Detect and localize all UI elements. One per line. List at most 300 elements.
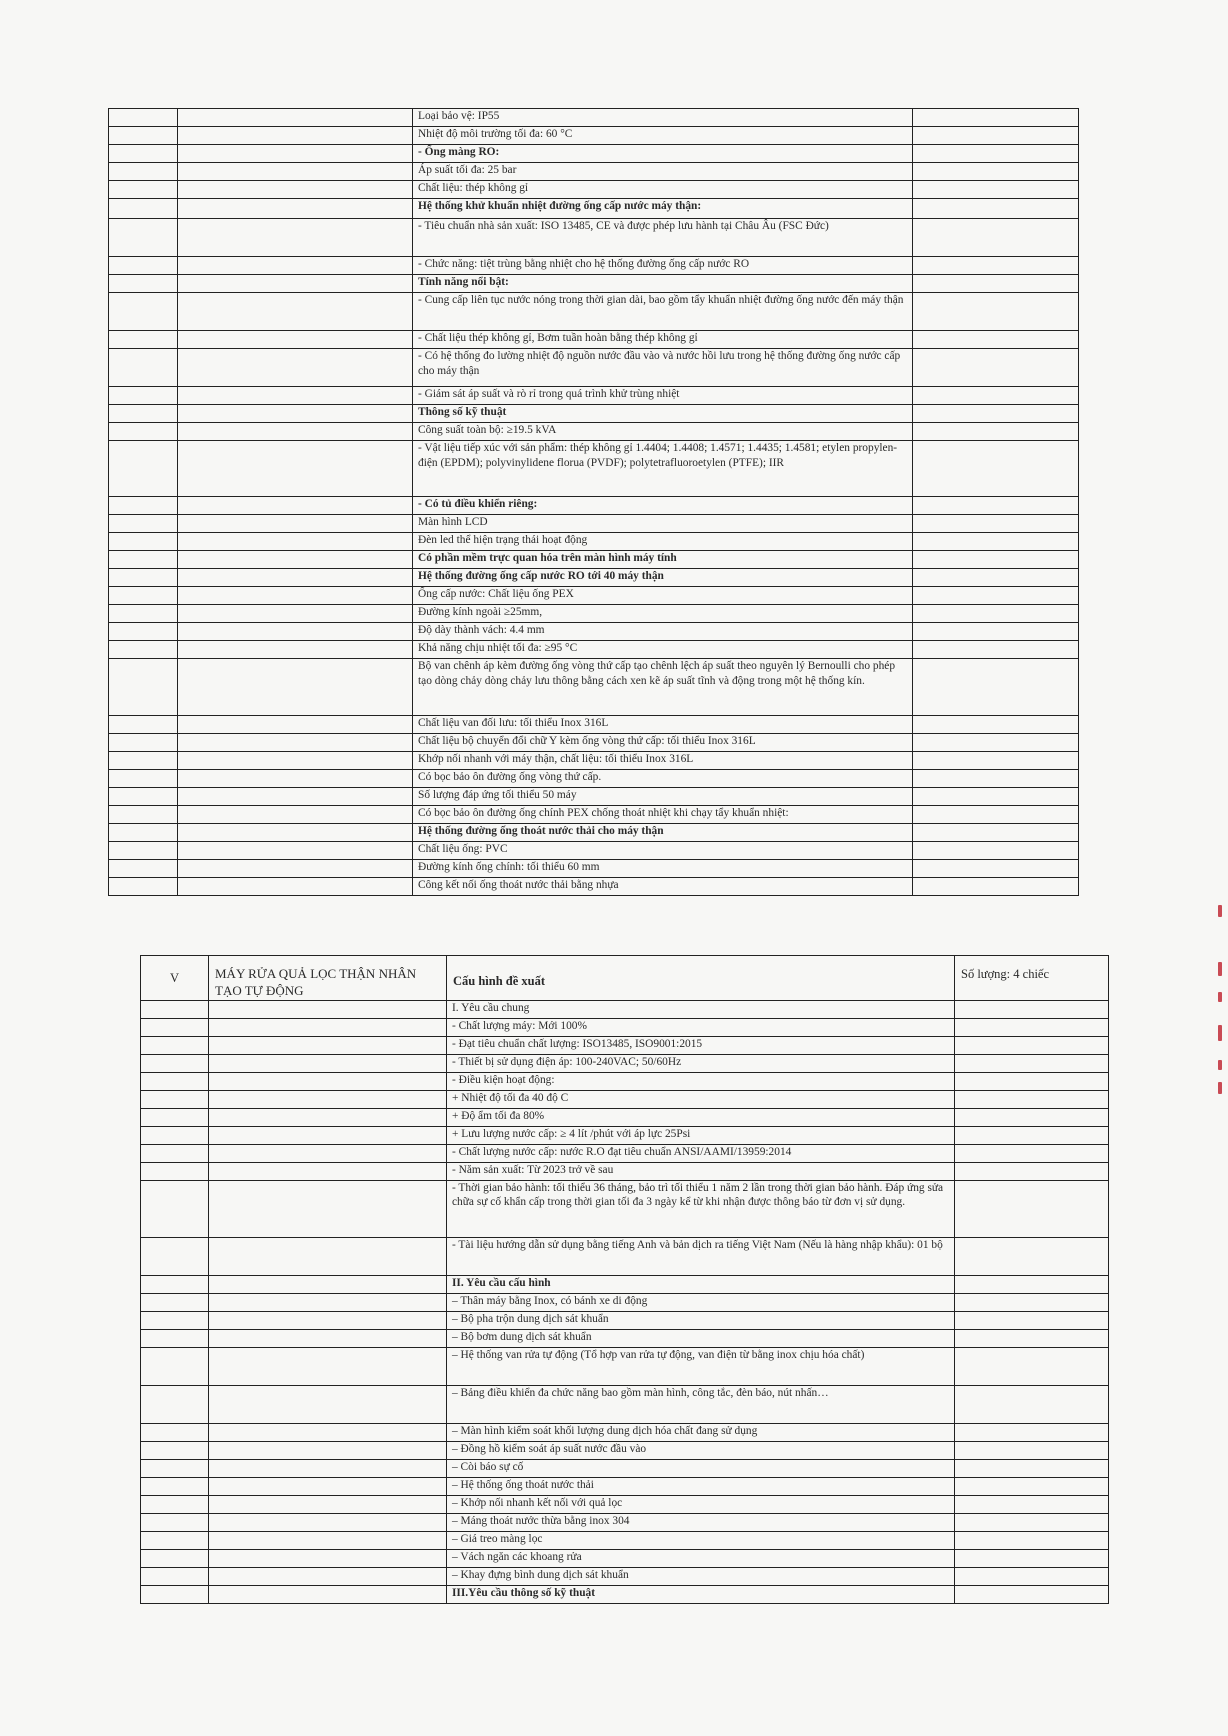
note-cell — [913, 257, 1079, 275]
spec-text-cell: - Chất lượng máy: Mới 100% — [447, 1018, 955, 1036]
row-number-cell — [141, 1180, 209, 1237]
table-row — [109, 770, 1079, 788]
table-row — [109, 716, 1079, 734]
row-number-cell — [141, 1531, 209, 1549]
note-cell — [955, 1459, 1109, 1477]
note-cell — [955, 1237, 1109, 1275]
row-number-cell — [109, 806, 178, 824]
note-cell — [913, 405, 1079, 423]
spec-text-cell: - Chất lượng nước cấp: nước R.O đạt tiêu chuẩn ANSI/AAMI/13959:2014 — [447, 1144, 955, 1162]
table-row — [109, 641, 1079, 659]
spec-text-cell: Tính năng nổi bật: — [413, 275, 913, 293]
note-cell — [913, 441, 1079, 497]
row-number-cell — [141, 1018, 209, 1036]
item-name-cell — [178, 441, 413, 497]
table-row — [109, 163, 1079, 181]
item-name-cell — [209, 1567, 447, 1585]
row-number-cell — [109, 878, 178, 896]
row-number-cell — [141, 1090, 209, 1108]
row-number-cell — [109, 109, 178, 127]
table-row — [109, 109, 1079, 127]
row-number-cell — [109, 770, 178, 788]
item-name-cell — [209, 1549, 447, 1567]
table-row — [141, 1477, 1109, 1495]
row-number-cell — [141, 1072, 209, 1090]
spec-text-cell: - Có hệ thống đo lường nhiệt độ nguồn nước đầu vào và nước hồi lưu trong hệ thống đường ống nước cấp cho máy thận — [413, 349, 913, 387]
item-name-cell — [178, 551, 413, 569]
table-row — [109, 569, 1079, 587]
item-name-cell — [209, 1180, 447, 1237]
item-name-cell — [178, 293, 413, 331]
row-number-cell — [109, 587, 178, 605]
row-number-cell — [109, 716, 178, 734]
item-name-cell — [178, 181, 413, 199]
spec-text-cell: – Còi báo sự cố — [447, 1459, 955, 1477]
table-row — [109, 331, 1079, 349]
item-name-cell — [209, 1477, 447, 1495]
note-cell — [913, 199, 1079, 219]
row-number-cell — [109, 441, 178, 497]
table-row — [109, 275, 1079, 293]
note-cell — [913, 551, 1079, 569]
row-number-cell — [109, 199, 178, 219]
item-name-cell — [178, 497, 413, 515]
spec-text-cell: – Hệ thống van rửa tự động (Tổ hợp van rửa tự động, van điện từ bằng inox chịu hóa chất) — [447, 1347, 955, 1385]
item-name-cell — [178, 860, 413, 878]
spec-text-cell: – Khớp nối nhanh kết nối với quả lọc — [447, 1495, 955, 1513]
note-cell — [913, 163, 1079, 181]
item-name-cell — [178, 145, 413, 163]
row-number-cell — [141, 1567, 209, 1585]
item-name-cell — [209, 1459, 447, 1477]
spec-text-cell: - Vật liệu tiếp xúc với sản phẩm: thép không gỉ 1.4404; 1.4408; 1.4571; 1.4435; 1.4581; etylen propylen- điện (EPDM); polyvinylidene florua (PVDF); polytetrafluoroetylen (PTFE); IIR — [413, 441, 913, 497]
row-number-cell — [109, 181, 178, 199]
item-name-cell — [178, 515, 413, 533]
table-row — [141, 1441, 1109, 1459]
note-cell — [955, 1180, 1109, 1237]
spec-text-cell: Khớp nối nhanh với máy thận, chất liệu: tối thiểu Inox 316L — [413, 752, 913, 770]
table-row — [109, 860, 1079, 878]
note-cell — [913, 605, 1079, 623]
section-header-row — [141, 956, 1109, 1001]
table-row — [141, 1054, 1109, 1072]
row-number-cell — [141, 1144, 209, 1162]
table-row — [141, 1036, 1109, 1054]
red-stamp-mark — [1218, 962, 1222, 976]
red-stamp-mark — [1218, 1060, 1222, 1070]
item-name-cell — [209, 1054, 447, 1072]
note-cell — [913, 716, 1079, 734]
row-number-cell — [141, 1036, 209, 1054]
spec-text-cell: Loại bảo vệ: IP55 — [413, 109, 913, 127]
note-cell — [955, 1108, 1109, 1126]
row-number-cell — [141, 1423, 209, 1441]
note-cell — [913, 569, 1079, 587]
spec-text-cell: – Bảng điều khiển đa chức năng bao gồm màn hình, công tắc, đèn báo, nút nhấn… — [447, 1385, 955, 1423]
item-name-cell — [178, 349, 413, 387]
spec-text-cell: Độ dày thành vách: 4.4 mm — [413, 623, 913, 641]
row-number-cell — [109, 641, 178, 659]
spec-text-cell: - Tiêu chuẩn nhà sản xuất: ISO 13485, CE và được phép lưu hành tại Châu Âu (FSC Đức) — [413, 219, 913, 257]
table-row — [109, 842, 1079, 860]
note-cell — [955, 1423, 1109, 1441]
spec-text-cell: Chất liệu ống: PVC — [413, 842, 913, 860]
spec-text-cell: Có phần mềm trực quan hóa trên màn hình máy tính — [413, 551, 913, 569]
note-cell — [955, 1441, 1109, 1459]
note-cell — [955, 1000, 1109, 1018]
section-quantity: Số lượng: 4 chiếc — [955, 956, 1109, 1001]
spec-text-cell: Có bọc bảo ôn đường ống chính PEX chống thoát nhiệt khi chạy tẩy khuẩn nhiệt: — [413, 806, 913, 824]
spec-text-cell: – Bộ pha trộn dung dịch sát khuẩn — [447, 1311, 955, 1329]
row-number-cell — [109, 551, 178, 569]
row-number-cell — [141, 1347, 209, 1385]
spec-text-cell: - Thiết bị sử dụng điện áp: 100-240VAC; 50/60Hz — [447, 1054, 955, 1072]
spec-text-cell: - Năm sản xuất: Từ 2023 trở về sau — [447, 1162, 955, 1180]
item-name-cell — [178, 569, 413, 587]
row-number-cell — [109, 331, 178, 349]
row-number-cell — [141, 1549, 209, 1567]
note-cell — [955, 1347, 1109, 1385]
note-cell — [913, 623, 1079, 641]
spec-text-cell: - Chức năng: tiệt trùng bằng nhiệt cho hệ thống đường ống cấp nước RO — [413, 257, 913, 275]
table-row — [109, 824, 1079, 842]
note-cell — [913, 752, 1079, 770]
spec-text-cell: Áp suất tối đa: 25 bar — [413, 163, 913, 181]
spec-text-cell: – Vách ngăn các khoang rửa — [447, 1549, 955, 1567]
note-cell — [955, 1293, 1109, 1311]
note-cell — [955, 1090, 1109, 1108]
row-number-cell — [109, 752, 178, 770]
item-name-cell — [178, 587, 413, 605]
spec-text-cell: III.Yêu cầu thông số kỹ thuật — [447, 1585, 955, 1603]
spec-text-cell: – Máng thoát nước thừa bằng inox 304 — [447, 1513, 955, 1531]
note-cell — [913, 587, 1079, 605]
spec-text-cell: Hệ thống đường ống cấp nước RO tới 40 máy thận — [413, 569, 913, 587]
row-number-cell — [141, 1441, 209, 1459]
spec-text-cell: - Giám sát áp suất và rò rỉ trong quá trình khử trùng nhiệt — [413, 387, 913, 405]
table-row — [109, 497, 1079, 515]
row-number-cell — [109, 257, 178, 275]
spec-text-cell: – Màn hình kiểm soát khối lượng dung dịch hóa chất đang sử dụng — [447, 1423, 955, 1441]
table-row — [109, 587, 1079, 605]
row-number-cell — [109, 145, 178, 163]
spec-text-cell: Đường kính ống chính: tối thiểu 60 mm — [413, 860, 913, 878]
note-cell — [913, 788, 1079, 806]
item-name-cell — [178, 533, 413, 551]
item-name-cell — [209, 1385, 447, 1423]
table-row — [109, 387, 1079, 405]
section-config-label: Cấu hình đề xuất — [447, 956, 955, 1001]
row-number-cell — [109, 734, 178, 752]
spec-text-cell: Màn hình LCD — [413, 515, 913, 533]
table-row — [109, 659, 1079, 716]
item-name-cell — [209, 1293, 447, 1311]
spec-text-cell: - Đạt tiêu chuẩn chất lượng: ISO13485, ISO9001:2015 — [447, 1036, 955, 1054]
note-cell — [955, 1329, 1109, 1347]
note-cell — [913, 331, 1079, 349]
item-name-cell — [178, 842, 413, 860]
table-row — [141, 1585, 1109, 1603]
row-number-cell — [109, 387, 178, 405]
row-number-cell — [109, 860, 178, 878]
item-name-cell — [209, 1441, 447, 1459]
table-row — [109, 181, 1079, 199]
spec-text-cell: Đèn led thể hiện trạng thái hoạt động — [413, 533, 913, 551]
spec-text-cell: Chất liệu bộ chuyển đổi chữ Y kèm ống vòng thứ cấp: tối thiểu Inox 316L — [413, 734, 913, 752]
row-number-cell — [141, 1585, 209, 1603]
item-name-cell — [178, 163, 413, 181]
spec-text-cell: – Thân máy bằng Inox, có bánh xe di động — [447, 1293, 955, 1311]
item-name-cell — [209, 1018, 447, 1036]
table-row — [109, 219, 1079, 257]
note-cell — [913, 878, 1079, 896]
spec-text-cell: - Thời gian bảo hành: tối thiểu 36 tháng, bảo trì tối thiểu 1 năm 2 lần trong thời gian bảo hành. Đáp ứng sửa chữa sự cố khẩn cấp trong thời gian tối đa 3 ngày kể từ khi nhận được thông báo từ đơn vị sử dụng. — [447, 1180, 955, 1237]
table-row — [141, 1567, 1109, 1585]
section-name: MÁY RỬA QUẢ LỌC THẬN NHÂN TẠO TỰ ĐỘNG — [209, 956, 447, 1001]
row-number-cell — [141, 1513, 209, 1531]
note-cell — [955, 1477, 1109, 1495]
row-number-cell — [109, 569, 178, 587]
table-row — [109, 551, 1079, 569]
note-cell — [913, 734, 1079, 752]
table-row — [109, 145, 1079, 163]
section-number: V — [141, 956, 209, 1001]
note-cell — [955, 1549, 1109, 1567]
note-cell — [955, 1144, 1109, 1162]
note-cell — [913, 349, 1079, 387]
table-row — [109, 199, 1079, 219]
row-number-cell — [141, 1293, 209, 1311]
spec-text-cell: Chất liệu van đối lưu: tối thiểu Inox 316L — [413, 716, 913, 734]
item-name-cell — [209, 1495, 447, 1513]
item-name-cell — [209, 1144, 447, 1162]
table-row — [109, 734, 1079, 752]
row-number-cell — [141, 1495, 209, 1513]
table-row — [109, 605, 1079, 623]
table-row — [141, 1126, 1109, 1144]
table-row — [109, 623, 1079, 641]
table-row — [109, 752, 1079, 770]
table-row — [141, 1347, 1109, 1385]
table-row — [109, 806, 1079, 824]
spec-text-cell: Số lượng đáp ứng tối thiểu 50 máy — [413, 788, 913, 806]
item-name-cell — [178, 331, 413, 349]
note-cell — [913, 387, 1079, 405]
spec-text-cell: I. Yêu cầu chung — [447, 1000, 955, 1018]
note-cell — [955, 1072, 1109, 1090]
row-number-cell — [141, 1329, 209, 1347]
note-cell — [913, 145, 1079, 163]
row-number-cell — [141, 1385, 209, 1423]
table-row — [141, 1108, 1109, 1126]
item-name-cell — [209, 1347, 447, 1385]
spec-text-cell: Hệ thống khử khuẩn nhiệt đường ống cấp nước máy thận: — [413, 199, 913, 219]
row-number-cell — [141, 1054, 209, 1072]
table-row — [141, 1180, 1109, 1237]
item-name-cell — [178, 878, 413, 896]
row-number-cell — [141, 1126, 209, 1144]
row-number-cell — [109, 349, 178, 387]
item-name-cell — [178, 659, 413, 716]
item-name-cell — [178, 623, 413, 641]
row-number-cell — [141, 1162, 209, 1180]
note-cell — [955, 1585, 1109, 1603]
item-name-cell — [178, 770, 413, 788]
spec-text-cell: Khả năng chịu nhiệt tối đa: ≥95 °C — [413, 641, 913, 659]
spec-text-cell: Bộ van chênh áp kèm đường ống vòng thứ cấp tạo chênh lệch áp suất theo nguyên lý Bernoulli cho phép tạo dòng chảy dòng chảy lưu thông bằng cách xen kẽ áp suất tĩnh và động trong một hệ thống kín. — [413, 659, 913, 716]
note-cell — [955, 1495, 1109, 1513]
row-number-cell — [141, 1275, 209, 1293]
item-name-cell — [178, 734, 413, 752]
note-cell — [913, 127, 1079, 145]
spec-text-cell: – Giá treo màng lọc — [447, 1531, 955, 1549]
note-cell — [955, 1275, 1109, 1293]
note-cell — [913, 770, 1079, 788]
item-name-cell — [209, 1000, 447, 1018]
item-name-cell — [209, 1036, 447, 1054]
item-name-cell — [178, 716, 413, 734]
note-cell — [955, 1531, 1109, 1549]
spec-text-cell: + Nhiệt độ tối đa 40 độ C — [447, 1090, 955, 1108]
note-cell — [913, 806, 1079, 824]
item-name-cell — [209, 1311, 447, 1329]
item-name-cell — [178, 605, 413, 623]
note-cell — [913, 515, 1079, 533]
note-cell — [913, 293, 1079, 331]
spec-text-cell: + Lưu lượng nước cấp: ≥ 4 lít /phút với áp lực 25Psi — [447, 1126, 955, 1144]
item-name-cell — [209, 1275, 447, 1293]
table-row — [109, 533, 1079, 551]
row-number-cell — [109, 533, 178, 551]
note-cell — [913, 659, 1079, 716]
table-row — [141, 1513, 1109, 1531]
table-row — [141, 1072, 1109, 1090]
note-cell — [955, 1513, 1109, 1531]
note-cell — [955, 1162, 1109, 1180]
note-cell — [913, 824, 1079, 842]
table-row — [141, 1531, 1109, 1549]
item-name-cell — [178, 199, 413, 219]
item-name-cell — [178, 405, 413, 423]
note-cell — [913, 860, 1079, 878]
note-cell — [913, 181, 1079, 199]
item-name-cell — [209, 1531, 447, 1549]
item-name-cell — [178, 387, 413, 405]
item-name-cell — [209, 1162, 447, 1180]
row-number-cell — [109, 497, 178, 515]
spec-text-cell: Công kết nối ống thoát nước thải bằng nhựa — [413, 878, 913, 896]
table-row — [109, 423, 1079, 441]
table-row — [141, 1549, 1109, 1567]
item-name-cell — [178, 824, 413, 842]
row-number-cell — [109, 405, 178, 423]
table-row — [141, 1162, 1109, 1180]
spec-text-cell: - Tài liệu hướng dẫn sử dụng bằng tiếng Anh và bản dịch ra tiếng Việt Nam (Nếu là hàng nhập khẩu): 01 bộ — [447, 1237, 955, 1275]
spec-text-cell: - Chất liệu thép không gỉ, Bơm tuần hoàn bằng thép không gỉ — [413, 331, 913, 349]
row-number-cell — [109, 293, 178, 331]
table-row — [141, 1329, 1109, 1347]
table-row — [141, 1311, 1109, 1329]
spec-text-cell: Công suất toàn bộ: ≥19.5 kVA — [413, 423, 913, 441]
spec-text-cell: – Bộ bơm dung dịch sát khuẩn — [447, 1329, 955, 1347]
table-row — [141, 1090, 1109, 1108]
row-number-cell — [141, 1237, 209, 1275]
table-row — [109, 257, 1079, 275]
table-row — [141, 1144, 1109, 1162]
item-name-cell — [209, 1237, 447, 1275]
row-number-cell — [109, 824, 178, 842]
note-cell — [955, 1126, 1109, 1144]
table-row — [141, 1459, 1109, 1477]
item-name-cell — [178, 752, 413, 770]
row-number-cell — [141, 1000, 209, 1018]
item-name-cell — [178, 109, 413, 127]
spec-text-cell: – Đồng hồ kiểm soát áp suất nước đầu vào — [447, 1441, 955, 1459]
note-cell — [913, 423, 1079, 441]
item-name-cell — [209, 1513, 447, 1531]
table-row — [141, 1495, 1109, 1513]
spec-text-cell: - Có tủ điều khiển riêng: — [413, 497, 913, 515]
item-name-cell — [209, 1126, 447, 1144]
note-cell — [955, 1385, 1109, 1423]
spec-text-cell: Hệ thống đường ống thoát nước thải cho máy thận — [413, 824, 913, 842]
item-name-cell — [209, 1090, 447, 1108]
spec-table-ro-system — [108, 108, 1079, 896]
table-row — [141, 1018, 1109, 1036]
table-row — [141, 1423, 1109, 1441]
note-cell — [955, 1036, 1109, 1054]
table-row — [109, 349, 1079, 387]
row-number-cell — [141, 1311, 209, 1329]
item-name-cell — [178, 275, 413, 293]
note-cell — [913, 109, 1079, 127]
spec-text-cell: - Ống màng RO: — [413, 145, 913, 163]
table-row — [109, 515, 1079, 533]
spec-text-cell: Đường kính ngoài ≥25mm, — [413, 605, 913, 623]
table-row — [141, 1293, 1109, 1311]
row-number-cell — [141, 1459, 209, 1477]
note-cell — [955, 1018, 1109, 1036]
spec-text-cell: + Độ ẩm tối đa 80% — [447, 1108, 955, 1126]
item-name-cell — [178, 257, 413, 275]
note-cell — [955, 1567, 1109, 1585]
item-name-cell — [178, 788, 413, 806]
row-number-cell — [109, 127, 178, 145]
note-cell — [913, 275, 1079, 293]
row-number-cell — [141, 1477, 209, 1495]
row-number-cell — [141, 1108, 209, 1126]
item-name-cell — [178, 641, 413, 659]
table-row — [109, 788, 1079, 806]
spec-table-dialyzer-reprocessor — [140, 955, 1109, 1604]
row-number-cell — [109, 842, 178, 860]
spec-text-cell: - Cung cấp liên tục nước nóng trong thời gian dài, bao gồm tẩy khuẩn nhiệt đường ống nước đến máy thận — [413, 293, 913, 331]
item-name-cell — [178, 423, 413, 441]
row-number-cell — [109, 515, 178, 533]
spec-text-cell: – Hệ thống ống thoát nước thải — [447, 1477, 955, 1495]
spec-text-cell: Ống cấp nước: Chất liệu ống PEX — [413, 587, 913, 605]
row-number-cell — [109, 659, 178, 716]
item-name-cell — [209, 1585, 447, 1603]
row-number-cell — [109, 788, 178, 806]
spec-text-cell: - Điều kiện hoạt động: — [447, 1072, 955, 1090]
item-name-cell — [209, 1072, 447, 1090]
red-stamp-mark — [1218, 1025, 1222, 1041]
red-stamp-mark — [1218, 905, 1222, 917]
spec-text-cell: Chất liệu: thép không gỉ — [413, 181, 913, 199]
table-row — [141, 1000, 1109, 1018]
spec-text-cell: II. Yêu cầu cấu hình — [447, 1275, 955, 1293]
